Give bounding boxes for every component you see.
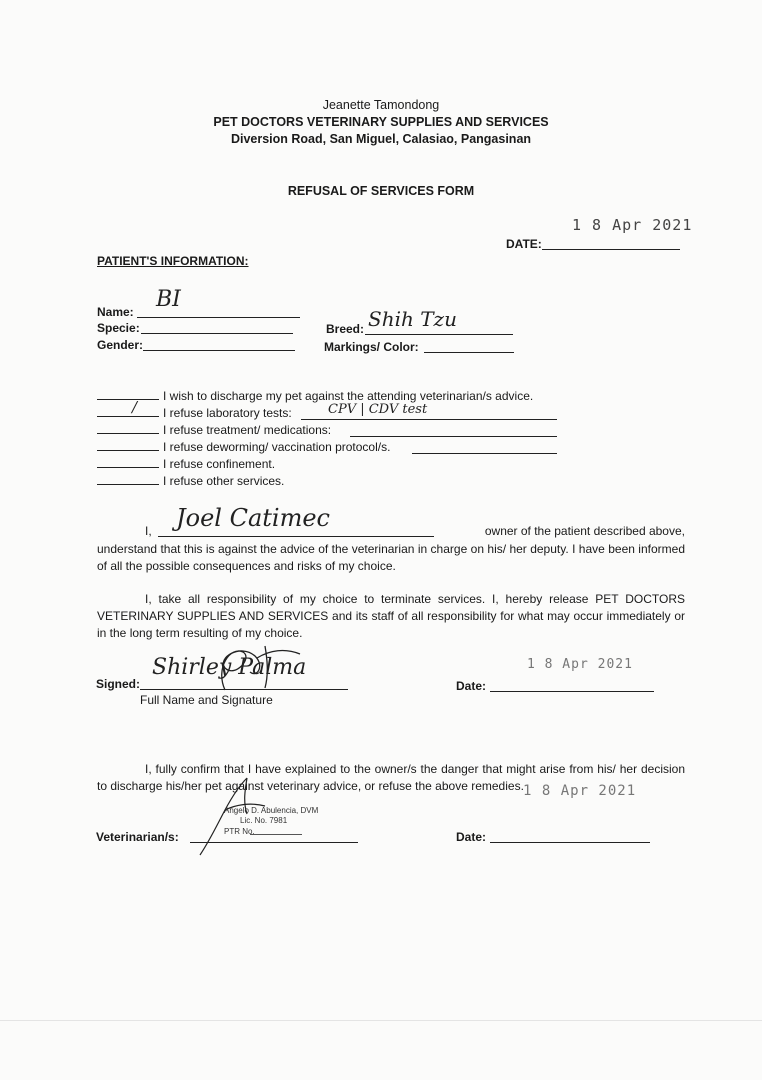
- name-label: Name:: [97, 305, 134, 319]
- vet-stamp-name: Angelo D. Abulencia, DVM: [224, 806, 319, 815]
- vet-stamp-license: Lic. No. 7981: [240, 816, 288, 825]
- signature-caption: Full Name and Signature: [140, 693, 273, 707]
- responsibility-statement: I, take all responsibility of my choice to terminate services. I, hereby release PET DOCTORS VETERINARY SUPPLIES AND SERVICES and its staff of all responsibility for what may occur immediately or in the long term resulting of my choice.: [97, 592, 685, 640]
- option-text: I refuse laboratory tests:: [163, 406, 292, 420]
- signature-date-label: Date:: [456, 679, 487, 693]
- vet-stamp-ptr: PTR No.: [224, 827, 255, 836]
- breed-value: Shih Tzu: [368, 307, 457, 331]
- gender-field[interactable]: [143, 350, 295, 351]
- name-field[interactable]: [137, 317, 300, 318]
- option-lab-tests[interactable]: [97, 406, 292, 420]
- vet-date-field[interactable]: [490, 842, 650, 843]
- breed-field[interactable]: [365, 334, 513, 335]
- breed-label: Breed:: [326, 322, 365, 336]
- clinic-owner-name: Jeanette Tamondong: [322, 98, 440, 112]
- option-checkbox[interactable]: [97, 440, 159, 451]
- option-text: I refuse deworming/ vaccination protocol/s.: [163, 440, 391, 454]
- owner-statement-prefix: I,: [145, 524, 152, 538]
- lab-test-check-mark: /: [132, 398, 138, 416]
- option-treatment[interactable]: [97, 423, 331, 437]
- owner-name-value: Joel Catimec: [176, 504, 330, 532]
- signed-label: Signed:: [96, 677, 140, 691]
- date-label: DATE:: [506, 237, 542, 251]
- option-checkbox[interactable]: [97, 406, 159, 417]
- veterinarian-label: Veterinarian/s:: [96, 830, 179, 844]
- lab-test-value: CPV | CDV test: [328, 402, 428, 417]
- veterinarian-field[interactable]: [190, 842, 358, 843]
- vet-date-stamp: 1 8 Apr 2021: [523, 783, 637, 799]
- option-text: I refuse other services.: [163, 474, 285, 488]
- option-text: I wish to discharge my pet against the attending veterinarian/s advice.: [163, 389, 534, 403]
- specie-field[interactable]: [141, 333, 293, 334]
- treatment-field[interactable]: [350, 436, 557, 437]
- clinic-address: Diversion Road, San Miguel, Calasiao, Pangasinan: [230, 132, 532, 146]
- option-text: I refuse confinement.: [163, 457, 276, 471]
- option-other[interactable]: [97, 474, 284, 488]
- option-confinement[interactable]: [97, 457, 275, 471]
- vet-statement: I, fully confirm that I have explained to the owner/s the danger that might arise from his/ her decision to discharge his/her pet against veterinary advice, or refuse the above remedies.: [97, 762, 685, 793]
- signature-date-field[interactable]: [490, 691, 654, 692]
- lab-test-field[interactable]: [301, 419, 557, 420]
- option-checkbox[interactable]: [97, 474, 159, 485]
- option-deworming[interactable]: [97, 440, 390, 454]
- signature-flourish: [195, 638, 325, 696]
- owner-statement-body: understand that this is against the advice of the veterinarian in charge on his/ her deputy. I have been informed of all the possible consequences and risks of my choice.: [97, 542, 685, 573]
- date-stamp: 1 8 Apr 2021: [572, 216, 693, 234]
- option-checkbox[interactable]: [97, 423, 159, 434]
- scan-edge-line: [0, 1020, 762, 1021]
- gender-label: Gender:: [97, 338, 144, 352]
- patient-info-heading: PATIENT'S INFORMATION:: [97, 254, 249, 268]
- form-title: REFUSAL OF SERVICES FORM: [287, 184, 475, 198]
- option-checkbox[interactable]: [97, 457, 159, 468]
- clinic-business-name: PET DOCTORS VETERINARY SUPPLIES AND SERVICES: [213, 115, 549, 129]
- vet-date-label: Date:: [456, 830, 487, 844]
- date-line[interactable]: [542, 249, 680, 250]
- markings-field[interactable]: [424, 352, 514, 353]
- option-text: I refuse treatment/ medications:: [163, 423, 332, 437]
- owner-name-field[interactable]: [158, 536, 434, 537]
- vet-signature: [195, 770, 305, 860]
- markings-label: Markings/ Color:: [324, 340, 419, 354]
- signature-date-stamp: 1 8 Apr 2021: [527, 657, 633, 672]
- deworming-field[interactable]: [412, 453, 557, 454]
- option-checkbox[interactable]: [97, 389, 159, 400]
- specie-label: Specie:: [97, 321, 140, 335]
- name-value: BI: [156, 287, 181, 312]
- owner-statement-suffix: owner of the patient described above,: [484, 524, 685, 538]
- owner-signature: Shirley Palma: [152, 655, 307, 680]
- option-discharge[interactable]: [97, 389, 533, 403]
